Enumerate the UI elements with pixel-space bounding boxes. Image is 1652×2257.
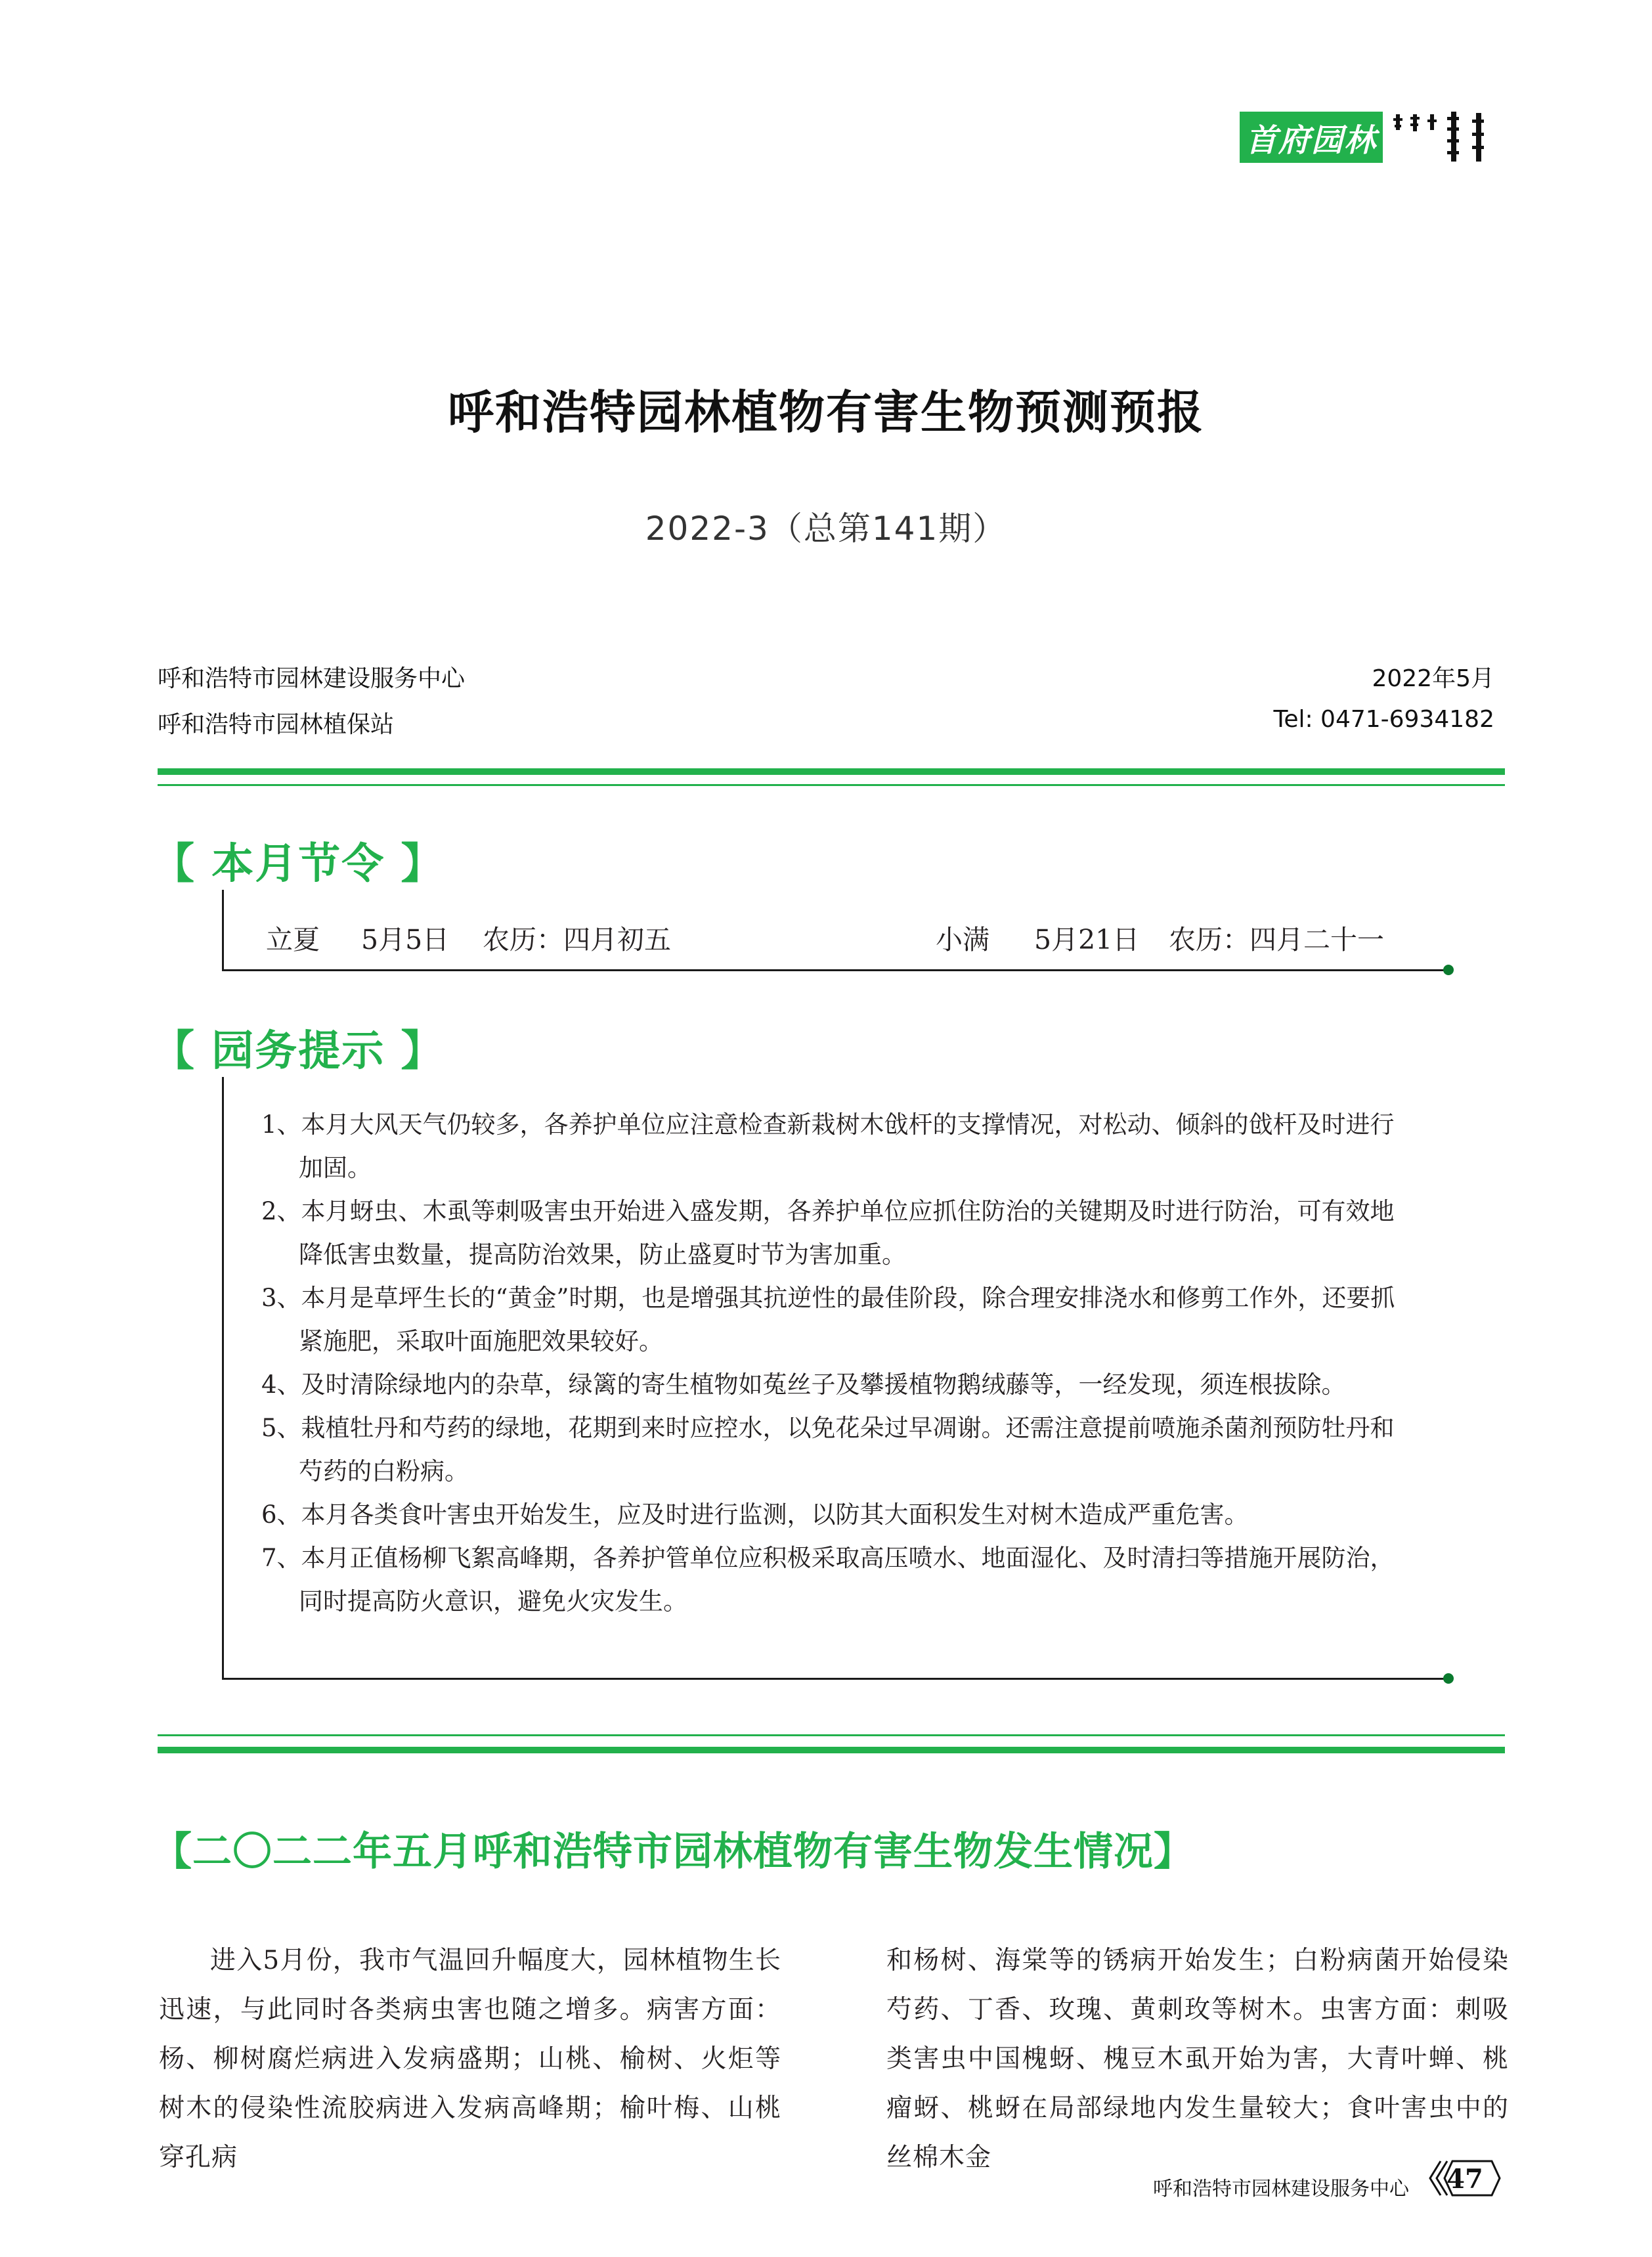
solar-term-1-lunar: 农历：四月初五 (483, 924, 671, 955)
occurrence-heading: 【二〇二二年五月呼和浩特市园林植物有害生物发生情况】 (152, 1829, 1194, 1875)
list-item: 1、本月大风天气仍较多，各养护单位应注意检查新栽树木戗杆的支撑情况，对松动、倾斜的戗杆及时进行加固。 (261, 1110, 1395, 1182)
frame-line-bottom (222, 1678, 1448, 1680)
journal-logo: 首府园林 (1240, 112, 1383, 163)
frame-end-dot (1443, 1673, 1454, 1684)
body-column-left (159, 1936, 781, 2182)
solar-term-1-date: 5月5日 (361, 924, 450, 955)
solar-term-2-name: 小满 (936, 924, 989, 955)
list-item: 5、栽植牡丹和芍药的绿地，花期到来时应控水，以免花朵过早凋谢。还需注意提前喷施杀菌剂预防牡丹和芍药的白粉病。 (261, 1414, 1395, 1485)
page-number-badge (1426, 2157, 1504, 2199)
divider-thick (158, 768, 1505, 775)
solar-term-2-lunar: 农历：四月二十一 (1169, 924, 1384, 955)
list-item: 7、本月正值杨柳飞絮高峰期，各养护管单位应积极采取高压喷水、地面湿化、及时清扫等措施开展防治，同时提高防火意识，避免火灾发生。 (261, 1544, 1395, 1615)
publisher-name: 呼和浩特市园林建设服务中心 (158, 665, 466, 692)
page-number: 47 (1446, 2164, 1483, 2195)
list-item: 2、本月蚜虫、木虱等刺吸害虫开始进入盛发期，各养护单位应抓住防治的关键期及时进行防治，可有效地降低害虫数量，提高防治效果，防止盛夏时节为害加重。 (261, 1197, 1395, 1269)
list-item: 3、本月是草坪生长的“黄金”时期，也是增强其抗逆性的最佳阶段，除合理安排浇水和修剪工作外，还要抓紧施肥，采取叶面施肥效果较好。 (261, 1284, 1395, 1355)
garden-tips-list (261, 1103, 1417, 1623)
solar-terms-heading: 【 本月节令 】 (152, 840, 445, 888)
mongolian-script-logo (1391, 110, 1509, 165)
list-item: 4、及时清除绿地内的杂草，绿篱的寄生植物如菟丝子及攀援植物鹅绒藤等，一经发现，须连根拔除。 (261, 1370, 1346, 1399)
solar-term-1-name: 立夏 (266, 924, 320, 955)
paragraph: 和杨树、海棠等的锈病开始发生；白粉病菌开始侵染芍药、丁香、玫瑰、黄刺玫等树木。虫害方面：刺吸类害虫中国槐蚜、槐豆木虱开始为害，大青叶蝉、桃瘤蚜、桃蚜在局部绿地内发生量较大；食叶害虫中的丝棉木金 (886, 1946, 1509, 2172)
body-column-right (886, 1936, 1509, 2182)
paragraph: 进入5月份，我市气温回升幅度大，园林植物生长迅速，与此同时各类病虫害也随之增多。病害方面：杨、柳树腐烂病进入发病盛期；山桃、榆树、火炬等树木的侵染性流胶病进入发病高峰期；榆叶梅、山桃穿孔病 (159, 1946, 781, 2172)
report-title: 呼和浩特园林植物有害生物预测预报 (448, 385, 1204, 439)
frame-line-bottom (222, 969, 1448, 971)
frame-line-left (222, 1077, 224, 1678)
telephone: Tel: 0471-6934182 (1273, 706, 1494, 733)
publish-date: 2022年5月 (1372, 665, 1494, 692)
frame-line-left (222, 890, 224, 970)
divider-thin (158, 784, 1505, 786)
footer-org: 呼和浩特市园林建设服务中心 (1153, 2178, 1409, 2201)
list-item: 6、本月各类食叶害虫开始发生，应及时进行监测，以防其大面积发生对树木造成严重危害。 (261, 1501, 1249, 1529)
issue-number: 2022-3（总第141期） (645, 510, 1007, 548)
divider-thick (158, 1747, 1505, 1753)
garden-tips-heading: 【 园务提示 】 (152, 1027, 445, 1076)
solar-term-2-date: 5月21日 (1034, 924, 1140, 955)
station-name: 呼和浩特市园林植保站 (158, 711, 395, 738)
divider-thin (158, 1734, 1505, 1736)
frame-end-dot (1443, 965, 1454, 975)
